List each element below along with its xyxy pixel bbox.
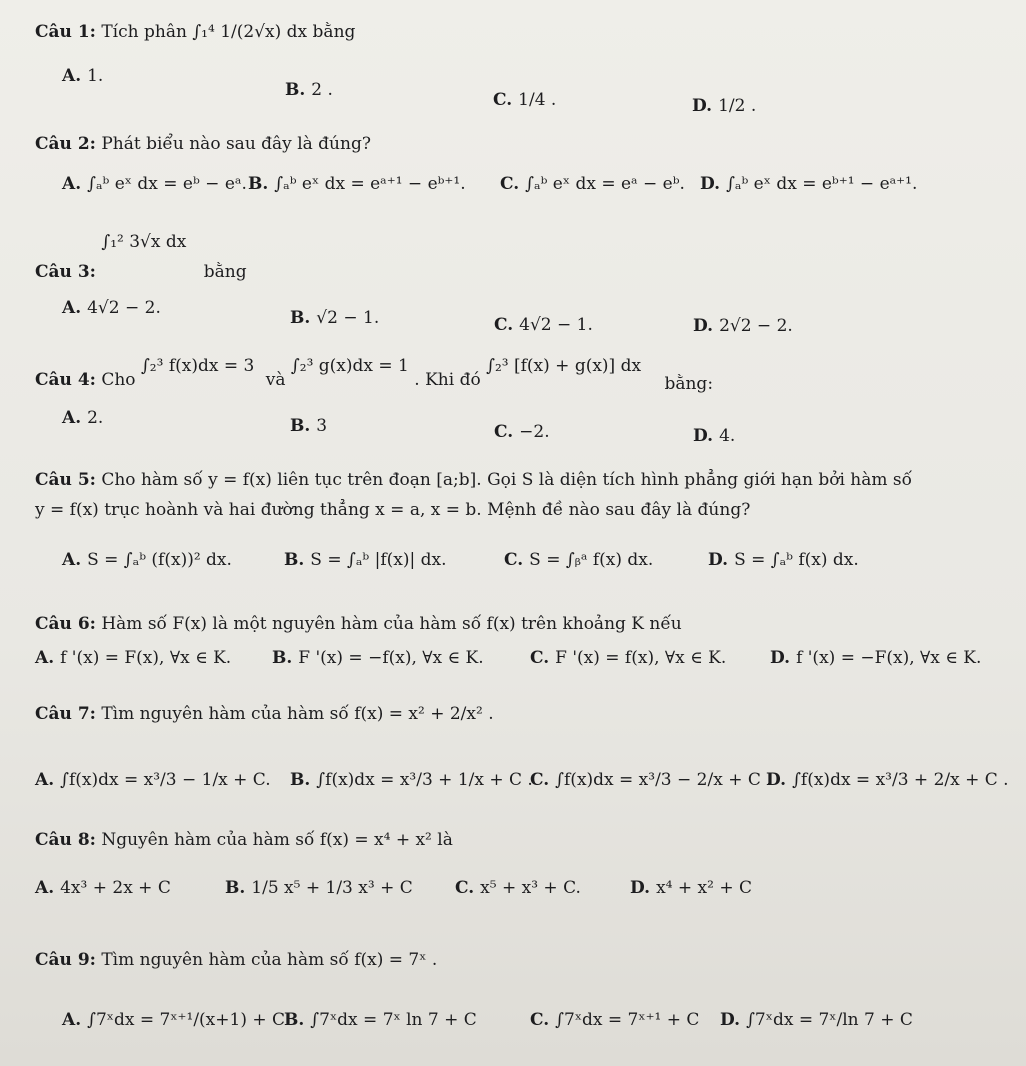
question-label: Câu 8: bbox=[35, 830, 96, 850]
integral-g: ∫₂³ g(x)dx = 1 bbox=[290, 356, 409, 376]
question-label: Câu 5: bbox=[35, 470, 96, 490]
question-tail: bằng: bbox=[664, 374, 714, 394]
q3-option-d[interactable]: D. 2√2 − 2. bbox=[693, 316, 793, 336]
q4-option-b[interactable]: B. 3 bbox=[290, 416, 328, 436]
q7-option-a[interactable]: A. ∫f(x)dx = x³/3 − 1/x + C. bbox=[35, 770, 271, 790]
question-tail: bằng bbox=[203, 262, 247, 282]
q4-option-c[interactable]: C. −2. bbox=[494, 422, 550, 442]
khi-do: . Khi đó bbox=[414, 370, 481, 390]
question-5 bbox=[35, 470, 912, 490]
q7-option-c[interactable]: C. ∫f(x)dx = x³/3 − 2/x + C . bbox=[530, 770, 772, 790]
q2-option-c[interactable]: C. ∫ₐᵇ eˣ dx = eᵃ − eᵇ. bbox=[500, 174, 685, 194]
question-1 bbox=[35, 22, 355, 42]
q5-option-d[interactable]: D. S = ∫ₐᵇ f(x) dx. bbox=[708, 550, 859, 570]
question-integral: ∫₁² 3√x dx bbox=[101, 232, 187, 252]
q9-option-c[interactable]: C. ∫7ˣdx = 7ˣ⁺¹ + C bbox=[530, 1010, 700, 1030]
q9-option-b[interactable]: B. ∫7ˣdx = 7ˣ ln 7 + C bbox=[284, 1010, 477, 1030]
q3-option-c[interactable]: C. 4√2 − 1. bbox=[494, 315, 593, 335]
conjunction: và bbox=[265, 370, 286, 390]
q6-option-a[interactable]: A. f '(x) = F(x), ∀x ∈ K. bbox=[35, 648, 232, 668]
q7-option-b[interactable]: B. ∫f(x)dx = x³/3 + 1/x + C . bbox=[290, 770, 533, 790]
q6-option-c[interactable]: C. F '(x) = f(x), ∀x ∈ K. bbox=[530, 648, 727, 668]
question-7 bbox=[35, 704, 494, 724]
question-label: Câu 2: bbox=[35, 134, 96, 154]
question-9 bbox=[35, 950, 437, 970]
question-label: Câu 4: bbox=[35, 370, 96, 390]
q4-option-d[interactable]: D. 4. bbox=[693, 426, 736, 446]
q1-option-b[interactable]: B. 2 . bbox=[285, 80, 333, 100]
question-label: Câu 3: bbox=[35, 262, 96, 282]
q5-option-a[interactable]: A. S = ∫ₐᵇ (f(x))² dx. bbox=[62, 550, 232, 570]
q7-option-d[interactable]: D. ∫f(x)dx = x³/3 + 2/x + C . bbox=[766, 770, 1009, 790]
question-8 bbox=[35, 830, 453, 850]
question-2 bbox=[35, 134, 371, 154]
q1-option-d[interactable]: D. 1/2 . bbox=[692, 96, 757, 116]
q9-option-a[interactable]: A. ∫7ˣdx = 7ˣ⁺¹/(x+1) + C bbox=[62, 1010, 286, 1030]
q1-option-a[interactable]: A. 1. bbox=[62, 66, 104, 86]
question-6 bbox=[35, 614, 682, 634]
question-label: Câu 6: bbox=[35, 614, 96, 634]
q4-option-a[interactable]: A. 2. bbox=[62, 408, 104, 428]
question-label: Câu 9: bbox=[35, 950, 96, 970]
question-label: Câu 1: bbox=[35, 22, 96, 42]
question-5-line2: y = f(x) trục hoành và hai đường thẳng x = a, x = b. Mệnh đề nào sau đây là đúng? bbox=[35, 500, 751, 520]
q5-option-c[interactable]: C. S = ∫ᵦᵃ f(x) dx. bbox=[504, 550, 654, 570]
question-stem-line1: Cho hàm số y = f(x) liên tục trên đoạn [a;b]. Gọi S là diện tích hình phẳng giới hạn bởi hàm số bbox=[101, 470, 913, 490]
integral-f: ∫₂³ f(x)dx = 3 bbox=[140, 356, 255, 376]
question-stem: Nguyên hàm của hàm số f(x) = x⁴ + x² là bbox=[101, 830, 453, 850]
question-stem: Cho bbox=[101, 370, 136, 390]
q9-option-d[interactable]: D. ∫7ˣdx = 7ˣ/ln 7 + C bbox=[720, 1010, 913, 1030]
q8-option-d[interactable]: D. x⁴ + x² + C bbox=[630, 878, 752, 898]
question-tail: bằng bbox=[312, 22, 356, 42]
q2-option-d[interactable]: D. ∫ₐᵇ eˣ dx = eᵇ⁺¹ − eᵃ⁺¹. bbox=[700, 174, 918, 194]
q2-option-b[interactable]: B. ∫ₐᵇ eˣ dx = eᵃ⁺¹ − eᵇ⁺¹. bbox=[248, 174, 466, 194]
q2-option-a[interactable]: A. ∫ₐᵇ eˣ dx = eᵇ − eᵃ. bbox=[62, 174, 247, 194]
q8-option-a[interactable]: A. 4x³ + 2x + C bbox=[35, 878, 171, 898]
question-4 bbox=[35, 356, 714, 394]
question-stem: Tìm nguyên hàm của hàm số f(x) = x² + 2/x² . bbox=[101, 704, 494, 724]
question-stem: Tìm nguyên hàm của hàm số f(x) = 7ˣ . bbox=[101, 950, 438, 970]
question-label: Câu 7: bbox=[35, 704, 96, 724]
question-integral: ∫₁⁴ 1/(2√x) dx bbox=[192, 22, 308, 42]
question-stem: Hàm số F(x) là một nguyên hàm của hàm số f(x) trên khoảng K nếu bbox=[101, 614, 682, 634]
q8-option-b[interactable]: B. 1/5 x⁵ + 1/3 x³ + C bbox=[225, 878, 413, 898]
question-stem: Tích phân bbox=[101, 22, 187, 42]
question-3 bbox=[35, 232, 247, 282]
q1-option-c[interactable]: C. 1/4 . bbox=[493, 90, 557, 110]
q6-option-b[interactable]: B. F '(x) = −f(x), ∀x ∈ K. bbox=[272, 648, 484, 668]
integral-sum: ∫₂³ [f(x) + g(x)] dx bbox=[486, 356, 642, 376]
q3-option-b[interactable]: B. √2 − 1. bbox=[290, 308, 380, 328]
q8-option-c[interactable]: C. x⁵ + x³ + C. bbox=[455, 878, 581, 898]
question-stem: Phát biểu nào sau đây là đúng? bbox=[101, 134, 371, 154]
q5-option-b[interactable]: B. S = ∫ₐᵇ |f(x)| dx. bbox=[284, 550, 447, 570]
q6-option-d[interactable]: D. f '(x) = −F(x), ∀x ∈ K. bbox=[770, 648, 982, 668]
q3-option-a[interactable]: A. 4√2 − 2. bbox=[62, 298, 161, 318]
